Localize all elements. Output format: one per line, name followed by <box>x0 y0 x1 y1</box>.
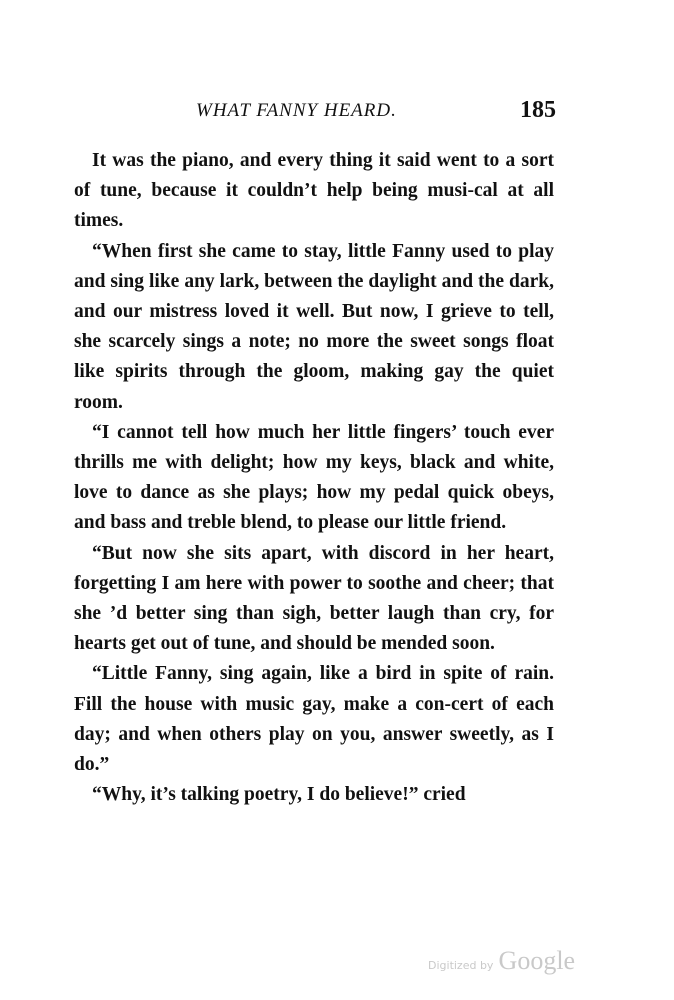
page-header <box>0 98 674 128</box>
page-number: 185 <box>520 97 556 123</box>
watermark-brand: Google <box>498 946 576 975</box>
running-title: WHAT FANNY HEARD. <box>196 100 397 121</box>
digitized-watermark <box>428 946 575 976</box>
paragraph: “Why, it’s talking poetry, I do believe!” cried <box>92 784 466 806</box>
body-text <box>74 146 554 810</box>
paragraph: “But now she sits apart, with discord in her heart, forgetting I am here with power to soothe and cheer; that she ’d better sing than sigh, better laugh than cry, for hearts get out of tune, and should be mended soon. <box>74 542 554 655</box>
paragraph: “Little Fanny, sing again, like a bird in spite of rain. Fill the house with music gay, make a con-cert of each day; and when others play on you, answer sweetly, as I do.” <box>74 663 554 776</box>
watermark-prefix: Digitized by <box>428 959 494 972</box>
paragraph: “When first she came to stay, little Fanny used to play and sing like any lark, between the daylight and the dark, and our mistress loved it well. But now, I grieve to tell, she scarcely sings a note; no more the sweet songs float like spirits through the gloom, making gay the quiet room. <box>74 240 554 413</box>
paragraph: “I cannot tell how much her little fingers’ touch ever thrills me with delight; how my keys, black and white, love to dance as she plays; how my pedal quick obeys, and bass and treble blend, to please our little friend. <box>74 421 554 534</box>
paragraph: It was the piano, and every thing it said went to a sort of tune, because it couldn’t help being musi-cal at all times. <box>74 150 554 232</box>
